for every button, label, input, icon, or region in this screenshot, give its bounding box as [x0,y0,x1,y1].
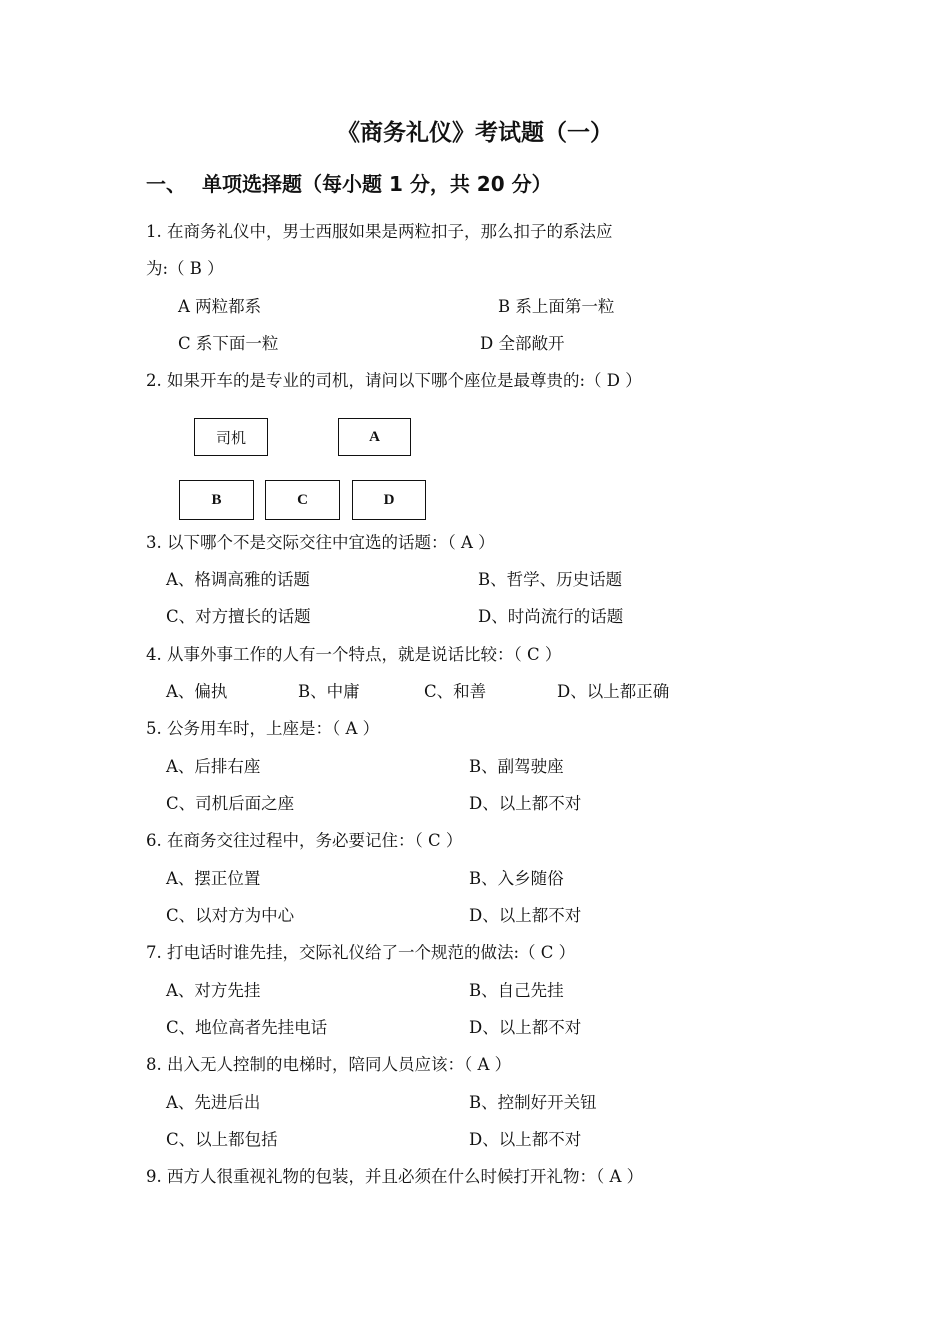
section-title: 单项选择题（每小题 1 分，共 20 分） [202,172,552,196]
q8-option-a: A、先进后出 [166,1093,261,1112]
seat-d: D [352,480,426,520]
q4-option-d: D、以上都正确 [557,682,670,701]
q1-option-a: A 两粒都系 [178,297,262,316]
question-9: 9. 西方人很重视礼物的包装，并且必须在什么时候打开礼物：（ A ） [146,1167,644,1186]
q1-option-b: B 系上面第一粒 [498,297,615,316]
q5-option-a: A、后排右座 [166,757,261,776]
q6-option-a: A、摆正位置 [166,869,261,888]
question-1-cont: 为:（ B ） [146,259,224,278]
q3-option-c: C、对方擅长的话题 [166,607,311,626]
q3-option-a: A、格调高雅的话题 [166,570,310,589]
q8-option-d: D、以上都不对 [469,1130,582,1149]
q4-option-b: B、中庸 [298,682,360,701]
seat-driver: 司机 [194,418,268,456]
q7-option-d: D、以上都不对 [469,1018,582,1037]
section-heading [146,168,552,197]
q6-option-d: D、以上都不对 [469,906,582,925]
q7-option-c: C、地位高者先挂电话 [166,1018,328,1037]
question-6: 6. 在商务交往过程中，务必要记住：（ C ） [146,831,463,850]
q3-option-d: D、时尚流行的话题 [478,607,624,626]
q4-option-a: A、偏执 [166,682,228,701]
question-4: 4. 从事外事工作的人有一个特点，就是说话比较：（ C ） [146,645,562,664]
q5-option-b: B、副驾驶座 [469,757,564,776]
question-5: 5. 公务用车时，上座是：（ A ） [146,719,380,738]
question-1: 1. 在商务礼仪中，男士西服如果是两粒扣子，那么扣子的系法应 [146,222,613,241]
q5-option-c: C、司机后面之座 [166,794,295,813]
q5-option-d: D、以上都不对 [469,794,582,813]
q1-option-c: C 系下面一粒 [178,334,279,353]
page-title: 《商务礼仪》考试题（一） [337,120,613,146]
section-number: 一、 [146,172,186,196]
q7-option-b: B、自己先挂 [469,981,564,1000]
q8-option-b: B、控制好开关钮 [469,1093,597,1112]
question-3: 3. 以下哪个不是交际交往中宜选的话题：（ A ） [146,533,495,552]
question-2: 2. 如果开车的是专业的司机，请问以下哪个座位是最尊贵的:（ D ） [146,371,642,390]
seat-b: B [179,480,254,520]
q6-option-c: C、以对方为中心 [166,906,295,925]
q7-option-a: A、对方先挂 [166,981,261,1000]
seat-a: A [338,418,411,456]
q4-option-c: C、和善 [424,682,487,701]
q3-option-b: B、哲学、历史话题 [478,570,623,589]
seat-c: C [265,480,340,520]
question-7: 7. 打电话时谁先挂，交际礼仪给了一个规范的做法:（ C ） [146,943,576,962]
q6-option-b: B、入乡随俗 [469,869,564,888]
question-8: 8. 出入无人控制的电梯时，陪同人员应该：（ A ） [146,1055,512,1074]
q8-option-c: C、以上都包括 [166,1130,278,1149]
q1-option-d: D 全部敞开 [480,334,565,353]
